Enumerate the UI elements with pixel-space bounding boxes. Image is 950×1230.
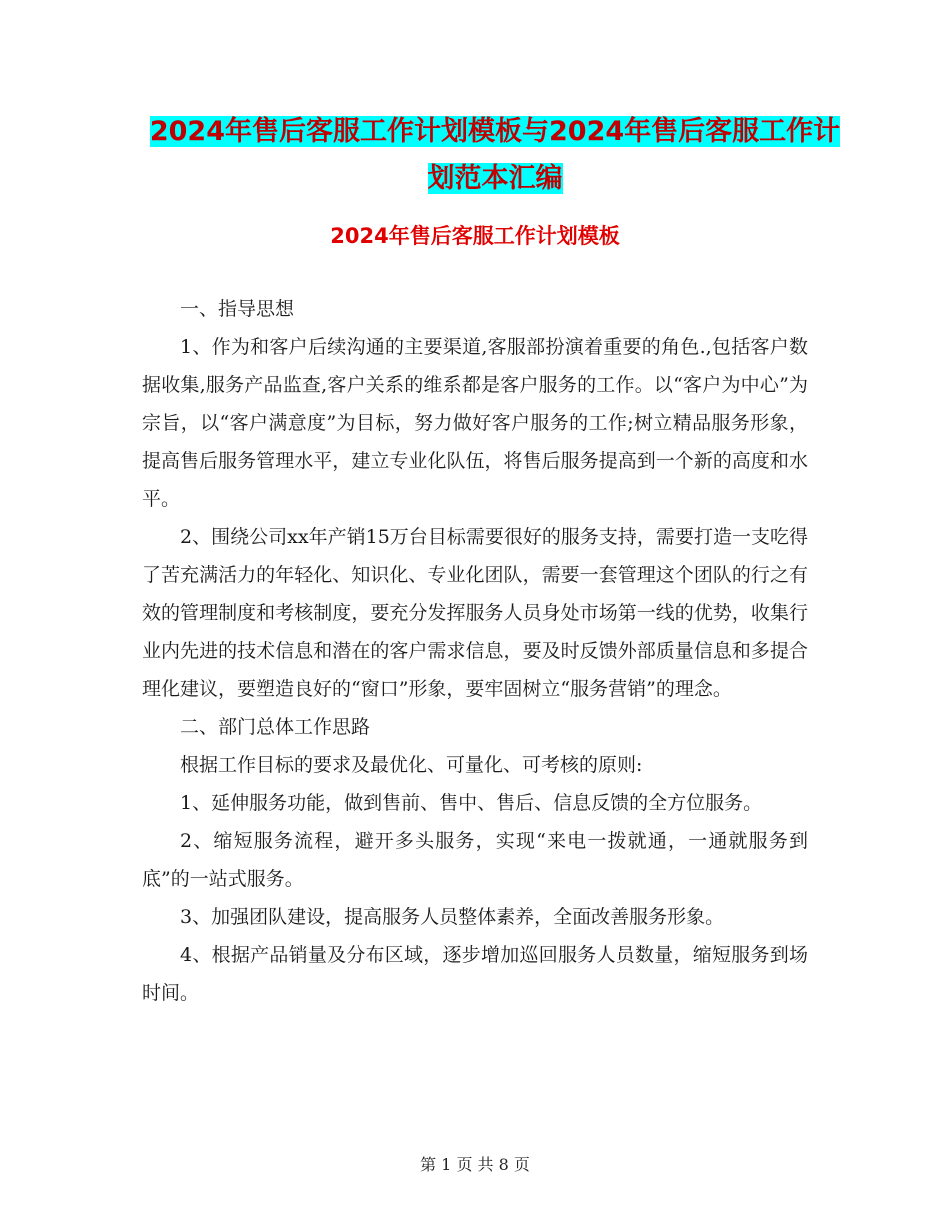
section-title: 2024年售后客服工作计划模板 (330, 224, 620, 248)
list-item: 3、加强团队建设，提高服务人员整体素养，全面改善服务形象。 (180, 906, 725, 928)
document-title (140, 108, 850, 202)
list-item: 2、缩短服务流程，避开多头服务，实现“来电一拨就通，一通就服务到底”的一站式服务。 (142, 830, 808, 890)
page-footer: 第 1 页 共 8 页 (420, 1155, 530, 1174)
list-item: 1、延伸服务功能，做到售前、售中、售后、信息反馈的全方位服务。 (180, 792, 763, 814)
document-title-text: 2024年售后客服工作计划模板与2024年售后客服工作计划范本汇编 (149, 116, 841, 194)
list-item: 4、根据产品销量及分布区域，逐步增加巡回服务人员数量，缩短服务到场时间。 (142, 944, 808, 1004)
paragraph: 1、作为和客户后续沟通的主要渠道,客服部扮演着重要的角色.,包括客户数据收集,服务产品监查,客户关系的维系都是客户服务的工作。以“客户为中心”为宗旨，以“客户满意度”为目标，努力做好客户服务的工作;树立精品服务形象，提高售后服务管理水平，建立专业化队伍，将售后服务提高到一个新的高度和水平。 (142, 336, 808, 510)
paragraph: 根据工作目标的要求及最优化、可量化、可考核的原则: (180, 754, 643, 776)
document-body (142, 290, 808, 1012)
heading-department-approach: 二、部门总体工作思路 (180, 716, 371, 738)
heading-guiding-ideology: 一、指导思想 (180, 298, 295, 320)
paragraph: 2、围绕公司xx年产销15万台目标需要很好的服务支持，需要打造一支吃得了苦充满活力的年轻化、知识化、专业化团队，需要一套管理这个团队的行之有效的管理制度和考核制度，要充分发挥服务人员身处市场第一线的优势，收集行业内先进的技术信息和潜在的客户需求信息，要及时反馈外部质量信息和多提合理化建议，要塑造良好的“窗口”形象，要牢固树立“服务营销”的理念。 (142, 526, 808, 700)
